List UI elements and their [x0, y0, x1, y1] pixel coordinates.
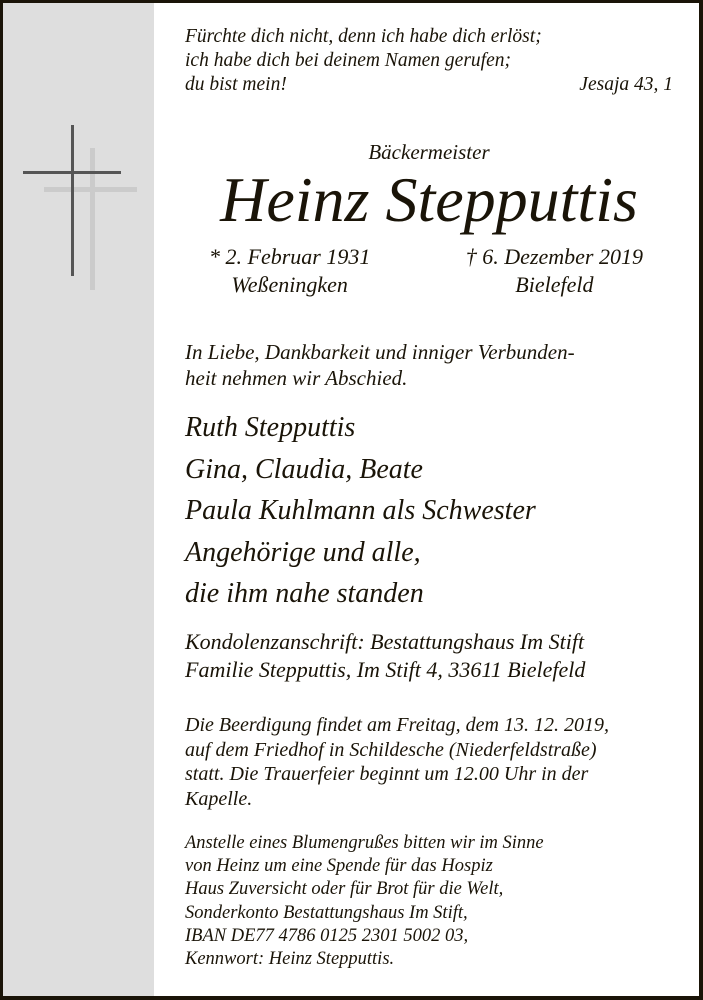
farewell-intro: [185, 339, 685, 391]
verse-line: ich habe dich bei deinem Namen gerufen;: [185, 50, 511, 71]
donation-keyword: Kennwort: Heinz Stepputtis.: [185, 949, 395, 970]
address-line: Kondolenzanschrift: Bestattungshaus Im Stift: [185, 629, 585, 654]
mourners-list: [185, 407, 685, 615]
donation-request: [185, 832, 685, 971]
donation-iban: IBAN DE77 4786 0125 2301 5002 03,: [185, 925, 469, 946]
verse-line: Fürchte dich nicht, denn ich habe dich erlöst;: [185, 26, 542, 47]
occupation: Bäckermeister: [368, 140, 490, 164]
death-place: Bielefeld: [515, 272, 594, 297]
donation-line: Sonderkonto Bestattungshaus Im Stift,: [185, 902, 468, 923]
donation-line: von Heinz um eine Spende für das Hospiz: [185, 856, 493, 877]
death-info: [466, 243, 643, 299]
deceased-name: Heinz Stepputtis: [220, 164, 638, 235]
intro-line: In Liebe, Dankbarkeit und inniger Verbunden-: [185, 340, 575, 364]
intro-line: heit nehmen wir Abschied.: [185, 366, 408, 390]
birth-info: [209, 243, 370, 299]
life-dates: [185, 243, 673, 299]
mourner-line: Angehörige und alle,: [185, 536, 421, 568]
verse-reference: Jesaja 43, 1: [579, 74, 673, 95]
mourner-line: Paula Kuhlmann als Schwester: [185, 495, 536, 526]
condolence-address: [185, 628, 685, 684]
verse-last-line: [185, 73, 673, 97]
mourner-line: die ihm nahe standen: [185, 578, 424, 609]
birth-date: * 2. Februar 1931: [209, 244, 371, 269]
mourner-line: Ruth Stepputtis: [185, 412, 356, 443]
funeral-line: statt. Die Trauerfeier beginnt um 12.00 Uhr in der: [185, 763, 589, 785]
funeral-line: Die Beerdigung findet am Freitag, dem 13. 12. 2019,: [185, 714, 610, 736]
birth-place: Weßeningken: [231, 272, 348, 297]
death-date: † 6. Dezember 2019: [465, 244, 643, 269]
funeral-details: [185, 713, 685, 811]
donation-line: Haus Zuversicht oder für Brot für die Welt,: [185, 879, 504, 900]
cross-icon: [3, 3, 154, 303]
verse-line: du bist mein!: [185, 74, 287, 95]
funeral-line: Kapelle.: [185, 787, 253, 810]
obituary-notice: [3, 3, 699, 996]
donation-line: Anstelle eines Blumengrußes bitten wir im Sinne: [185, 833, 544, 853]
funeral-line: auf dem Friedhof in Schildesche (Niederfeldstraße): [185, 738, 597, 761]
address-line: Familie Stepputtis, Im Stift 4, 33611 Bielefeld: [185, 657, 586, 682]
bible-verse: [185, 25, 673, 97]
mourner-line: Gina, Claudia, Beate: [185, 453, 423, 485]
